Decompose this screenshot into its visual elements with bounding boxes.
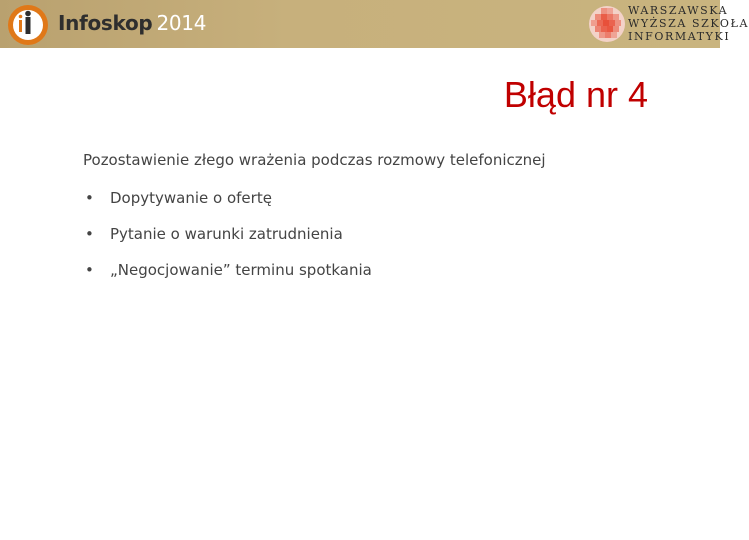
bullet-text: „Negocjowanie” terminu spotkania xyxy=(110,261,372,279)
logo-name: Infoskop xyxy=(58,11,153,35)
infoskop-i-logo-icon xyxy=(6,3,50,47)
university-name xyxy=(628,4,749,43)
wwsi-emblem-icon xyxy=(588,5,626,43)
bullet-marker: • xyxy=(85,225,94,243)
university-name-line: INFORMATYKI xyxy=(628,30,731,43)
slide-title: Błąd nr 4 xyxy=(503,74,648,115)
bullet-text: Pytanie o warunki zatrudnienia xyxy=(110,225,343,243)
logo-wordmark xyxy=(58,11,206,35)
logo-year: 2014 xyxy=(156,11,207,35)
header-bar xyxy=(0,0,749,48)
bullet-marker: • xyxy=(85,189,94,207)
slide-lead-text: Pozostawienie złego wrażenia podczas rozmowy telefonicznej xyxy=(83,151,546,169)
university-name-line: WYŻSZA SZKOŁA xyxy=(628,17,749,30)
bullet-text: Dopytywanie o ofertę xyxy=(110,189,272,207)
university-name-line: WARSZAWSKA xyxy=(628,4,729,17)
bullet-marker: • xyxy=(85,261,94,279)
